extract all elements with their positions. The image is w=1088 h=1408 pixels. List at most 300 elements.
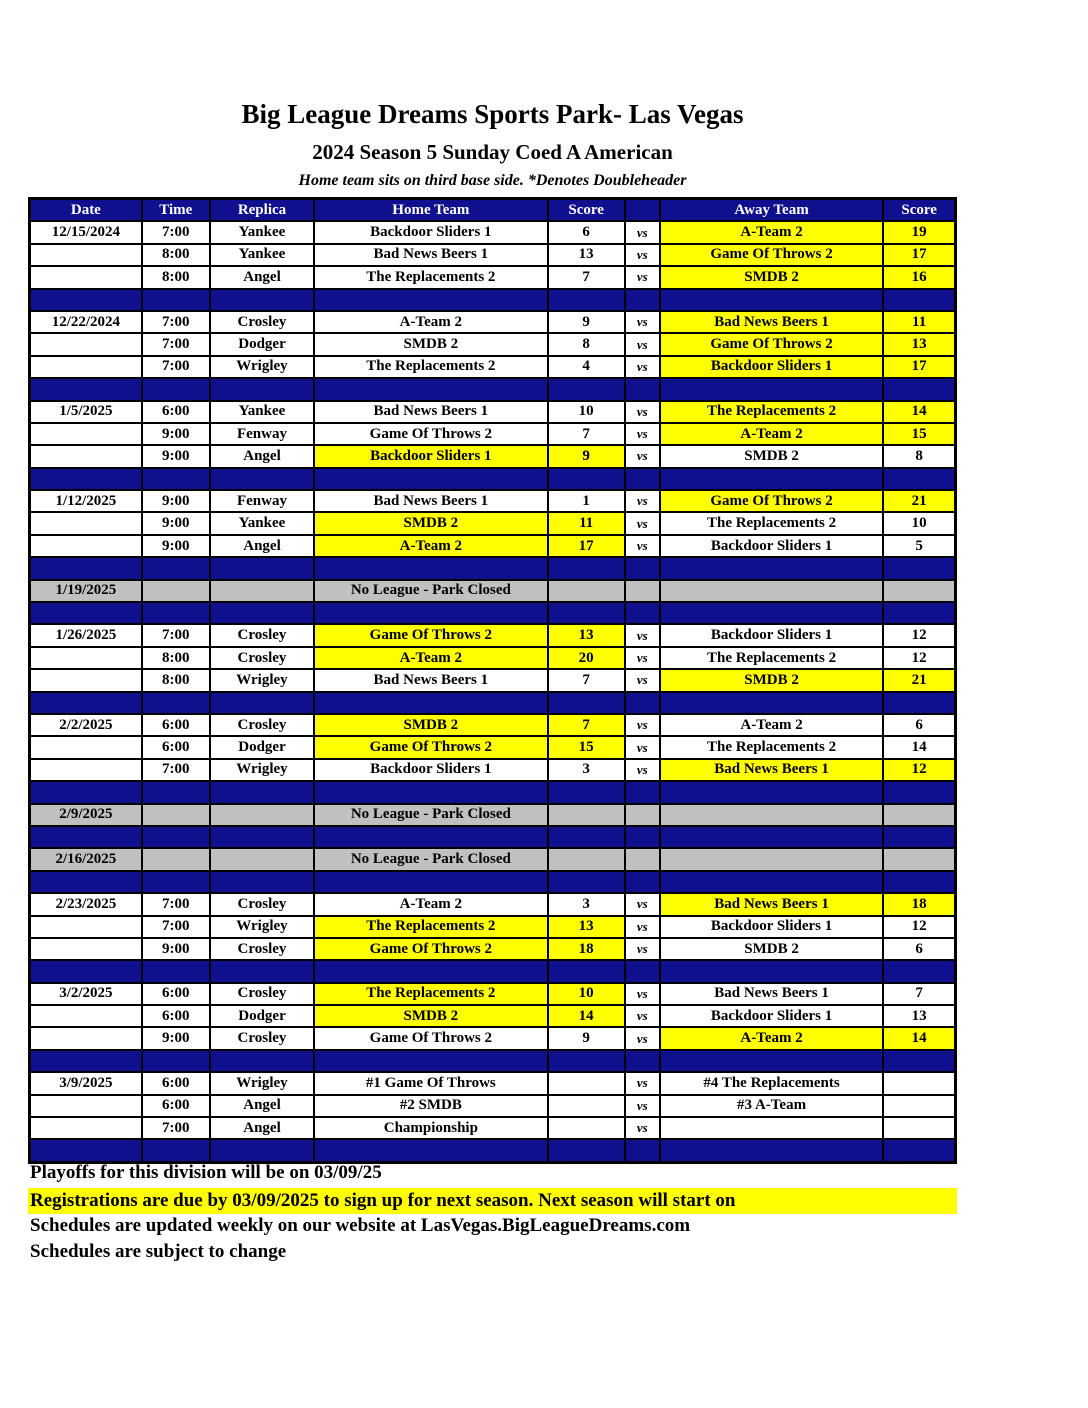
away-team-cell — [660, 1117, 883, 1139]
away-score-cell: 10 — [883, 512, 955, 534]
home-score-cell — [548, 378, 625, 400]
away-score-cell: 13 — [883, 1005, 955, 1027]
away-score-cell: 8 — [883, 445, 955, 467]
subject-to-change-note: Schedules are subject to change — [30, 1241, 287, 1262]
vs-cell: vs — [625, 244, 660, 266]
away-team-cell: Game Of Throws 2 — [660, 333, 883, 355]
vs-cell: vs — [625, 647, 660, 669]
time-cell: 9:00 — [142, 535, 210, 557]
replica-cell: Yankee — [210, 221, 314, 243]
away-team-cell: Bad News Beers 1 — [660, 759, 883, 781]
away-score-cell: 7 — [883, 983, 955, 1005]
game-row — [30, 624, 956, 646]
replica-cell — [210, 1050, 314, 1072]
vs-cell: vs — [625, 938, 660, 960]
time-cell: 7:00 — [142, 624, 210, 646]
game-row — [30, 1117, 956, 1139]
away-team-cell: The Replacements 2 — [660, 647, 883, 669]
vs-cell: vs — [625, 714, 660, 736]
home-score-cell: 10 — [548, 401, 625, 423]
time-cell: 7:00 — [142, 916, 210, 938]
away-team-cell — [660, 960, 883, 982]
home-team-cell: SMDB 2 — [314, 512, 548, 534]
vs-cell: vs — [625, 490, 660, 512]
away-score-cell: 18 — [883, 893, 955, 915]
home-team-cell: SMDB 2 — [314, 1005, 548, 1027]
away-score-cell: 21 — [883, 490, 955, 512]
date-cell — [30, 759, 142, 781]
away-team-cell: SMDB 2 — [660, 266, 883, 288]
replica-cell — [210, 781, 314, 803]
playoffs-note: Playoffs for this division will be on 03/09/25 — [30, 1162, 382, 1183]
replica-cell — [210, 871, 314, 893]
time-cell — [142, 557, 210, 579]
away-team-cell: #3 A-Team — [660, 1095, 883, 1117]
separator-row — [30, 378, 956, 400]
header-away-team: Away Team — [660, 199, 883, 222]
away-score-cell — [883, 871, 955, 893]
time-cell: 7:00 — [142, 333, 210, 355]
home-score-cell — [548, 781, 625, 803]
home-team-cell: The Replacements 2 — [314, 356, 548, 378]
home-score-cell: 7 — [548, 669, 625, 691]
vs-cell: vs — [625, 221, 660, 243]
away-score-cell: 14 — [883, 401, 955, 423]
date-cell — [30, 1139, 142, 1162]
season-subtitle: 2024 Season 5 Sunday Coed A American — [312, 140, 673, 164]
home-score-cell: 13 — [548, 244, 625, 266]
vs-cell: vs — [625, 1072, 660, 1094]
away-score-cell — [883, 289, 955, 311]
game-row — [30, 1027, 956, 1049]
home-score-cell: 9 — [548, 445, 625, 467]
away-team-cell: Backdoor Sliders 1 — [660, 1005, 883, 1027]
date-cell: 1/26/2025 — [30, 624, 142, 646]
home-score-cell — [548, 1117, 625, 1139]
separator-row — [30, 960, 956, 982]
away-team-cell — [660, 871, 883, 893]
replica-cell — [210, 378, 314, 400]
away-team-cell: SMDB 2 — [660, 445, 883, 467]
game-row — [30, 893, 956, 915]
replica-cell: Dodger — [210, 736, 314, 758]
vs-cell: vs — [625, 401, 660, 423]
time-cell: 7:00 — [142, 221, 210, 243]
replica-cell: Dodger — [210, 1005, 314, 1027]
game-row — [30, 244, 956, 266]
vs-cell: vs — [625, 1117, 660, 1139]
away-team-cell: Bad News Beers 1 — [660, 983, 883, 1005]
time-cell: 6:00 — [142, 1095, 210, 1117]
time-cell: 7:00 — [142, 356, 210, 378]
home-score-cell: 1 — [548, 490, 625, 512]
replica-cell: Angel — [210, 445, 314, 467]
date-cell: 2/23/2025 — [30, 893, 142, 915]
date-cell — [30, 602, 142, 624]
date-cell: 2/9/2025 — [30, 804, 142, 826]
replica-cell — [210, 804, 314, 826]
home-score-cell: 7 — [548, 714, 625, 736]
page-title: Big League Dreams Sports Park- Las Vegas — [241, 99, 744, 129]
home-team-cell — [314, 692, 548, 714]
time-cell: 6:00 — [142, 736, 210, 758]
replica-cell — [210, 557, 314, 579]
home-score-cell — [548, 557, 625, 579]
time-cell: 9:00 — [142, 1027, 210, 1049]
vs-cell: vs — [625, 893, 660, 915]
away-team-cell — [660, 602, 883, 624]
game-row — [30, 1095, 956, 1117]
vs-cell — [625, 804, 660, 826]
date-cell: 12/22/2024 — [30, 311, 142, 333]
home-team-cell — [314, 468, 548, 490]
vs-cell: vs — [625, 311, 660, 333]
date-cell: 3/9/2025 — [30, 1072, 142, 1094]
date-cell — [30, 535, 142, 557]
date-cell — [30, 1005, 142, 1027]
vs-cell — [625, 826, 660, 848]
date-cell — [30, 1027, 142, 1049]
replica-cell: Dodger — [210, 333, 314, 355]
vs-cell — [625, 1139, 660, 1162]
time-cell: 6:00 — [142, 1005, 210, 1027]
away-score-cell: 12 — [883, 916, 955, 938]
time-cell — [142, 289, 210, 311]
header-replica: Replica — [210, 199, 314, 222]
park-closed-row — [30, 804, 956, 826]
header-time: Time — [142, 199, 210, 222]
time-cell: 6:00 — [142, 983, 210, 1005]
home-score-cell — [548, 1139, 625, 1162]
date-cell — [30, 871, 142, 893]
away-score-cell — [883, 580, 955, 602]
away-score-cell — [883, 378, 955, 400]
date-cell — [30, 356, 142, 378]
time-cell — [142, 781, 210, 803]
home-team-cell — [314, 602, 548, 624]
away-team-cell: A-Team 2 — [660, 714, 883, 736]
time-cell: 8:00 — [142, 669, 210, 691]
away-team-cell: SMDB 2 — [660, 938, 883, 960]
away-score-cell — [883, 1050, 955, 1072]
date-cell — [30, 289, 142, 311]
vs-cell: vs — [625, 1095, 660, 1117]
date-cell — [30, 512, 142, 534]
away-team-cell — [660, 580, 883, 602]
home-score-cell: 13 — [548, 624, 625, 646]
game-row — [30, 1005, 956, 1027]
away-team-cell: The Replacements 2 — [660, 401, 883, 423]
header-home-team: Home Team — [314, 199, 548, 222]
home-team-cell: Backdoor Sliders 1 — [314, 445, 548, 467]
replica-cell: Yankee — [210, 401, 314, 423]
home-team-cell — [314, 781, 548, 803]
schedule-table — [28, 197, 957, 1164]
game-row — [30, 535, 956, 557]
home-team-cell — [314, 1050, 548, 1072]
time-cell: 7:00 — [142, 311, 210, 333]
separator-row — [30, 468, 956, 490]
away-score-cell: 6 — [883, 714, 955, 736]
website-note: Schedules are updated weekly on our website at LasVegas.BigLeagueDreams.com — [30, 1215, 691, 1236]
replica-cell: Crosley — [210, 893, 314, 915]
date-cell — [30, 692, 142, 714]
time-cell — [142, 1050, 210, 1072]
game-row — [30, 938, 956, 960]
vs-cell — [625, 602, 660, 624]
away-score-cell — [883, 781, 955, 803]
separator-row — [30, 826, 956, 848]
home-score-cell: 18 — [548, 938, 625, 960]
home-score-cell: 9 — [548, 1027, 625, 1049]
home-team-cell: Bad News Beers 1 — [314, 401, 548, 423]
time-cell: 8:00 — [142, 266, 210, 288]
replica-cell — [210, 580, 314, 602]
home-score-cell — [548, 826, 625, 848]
game-row — [30, 1072, 956, 1094]
replica-cell: Fenway — [210, 490, 314, 512]
vs-cell: vs — [625, 736, 660, 758]
replica-cell — [210, 692, 314, 714]
replica-cell: Crosley — [210, 714, 314, 736]
home-score-cell: 14 — [548, 1005, 625, 1027]
home-team-cell: Bad News Beers 1 — [314, 244, 548, 266]
date-cell — [30, 1095, 142, 1117]
home-score-cell — [548, 804, 625, 826]
date-cell — [30, 266, 142, 288]
replica-cell: Crosley — [210, 311, 314, 333]
away-score-cell — [883, 848, 955, 870]
home-team-cell — [314, 557, 548, 579]
home-team-cell — [314, 289, 548, 311]
home-score-cell — [548, 580, 625, 602]
away-team-cell — [660, 804, 883, 826]
time-cell: 9:00 — [142, 512, 210, 534]
vs-cell: vs — [625, 535, 660, 557]
home-score-cell: 7 — [548, 266, 625, 288]
home-score-cell — [548, 871, 625, 893]
vs-cell: vs — [625, 669, 660, 691]
home-score-cell — [548, 1072, 625, 1094]
away-score-cell: 5 — [883, 535, 955, 557]
away-score-cell — [883, 1117, 955, 1139]
time-cell: 9:00 — [142, 938, 210, 960]
home-score-cell: 7 — [548, 423, 625, 445]
home-team-cell: Bad News Beers 1 — [314, 669, 548, 691]
away-score-cell — [883, 557, 955, 579]
game-row — [30, 490, 956, 512]
away-score-cell — [883, 468, 955, 490]
home-team-cell — [314, 871, 548, 893]
replica-cell: Wrigley — [210, 356, 314, 378]
park-closed-row — [30, 580, 956, 602]
away-team-cell — [660, 1139, 883, 1162]
time-cell: 7:00 — [142, 759, 210, 781]
date-cell — [30, 468, 142, 490]
date-cell: 2/16/2025 — [30, 848, 142, 870]
home-team-cell — [314, 378, 548, 400]
away-team-cell: A-Team 2 — [660, 1027, 883, 1049]
home-team-cell: Game Of Throws 2 — [314, 624, 548, 646]
vs-cell: vs — [625, 759, 660, 781]
away-score-cell: 16 — [883, 266, 955, 288]
replica-cell — [210, 1139, 314, 1162]
game-row — [30, 512, 956, 534]
date-cell — [30, 1117, 142, 1139]
away-score-cell — [883, 1095, 955, 1117]
home-score-cell — [548, 289, 625, 311]
home-score-cell: 4 — [548, 356, 625, 378]
time-cell — [142, 826, 210, 848]
away-score-cell — [883, 1139, 955, 1162]
date-cell — [30, 333, 142, 355]
home-score-cell: 3 — [548, 759, 625, 781]
home-team-cell — [314, 960, 548, 982]
vs-cell: vs — [625, 266, 660, 288]
away-team-cell — [660, 848, 883, 870]
replica-cell — [210, 602, 314, 624]
away-score-cell: 13 — [883, 333, 955, 355]
home-score-cell — [548, 692, 625, 714]
home-score-cell: 20 — [548, 647, 625, 669]
game-row — [30, 916, 956, 938]
replica-cell: Crosley — [210, 938, 314, 960]
replica-cell: Fenway — [210, 423, 314, 445]
header-away-score: Score — [883, 199, 955, 222]
replica-cell: Angel — [210, 266, 314, 288]
away-team-cell: Game Of Throws 2 — [660, 244, 883, 266]
date-cell — [30, 1050, 142, 1072]
home-team-cell: Game Of Throws 2 — [314, 1027, 548, 1049]
home-score-cell — [548, 960, 625, 982]
vs-cell — [625, 960, 660, 982]
game-row — [30, 445, 956, 467]
replica-cell: Yankee — [210, 512, 314, 534]
away-team-cell: Backdoor Sliders 1 — [660, 356, 883, 378]
game-row — [30, 714, 956, 736]
time-cell: 6:00 — [142, 401, 210, 423]
replica-cell: Crosley — [210, 1027, 314, 1049]
date-cell — [30, 781, 142, 803]
time-cell — [142, 378, 210, 400]
away-score-cell — [883, 692, 955, 714]
park-closed-row — [30, 848, 956, 870]
vs-cell: vs — [625, 1027, 660, 1049]
away-score-cell: 14 — [883, 736, 955, 758]
separator-row — [30, 871, 956, 893]
home-team-cell: A-Team 2 — [314, 647, 548, 669]
vs-cell — [625, 289, 660, 311]
separator-row — [30, 602, 956, 624]
vs-cell — [625, 871, 660, 893]
time-cell — [142, 848, 210, 870]
separator-row — [30, 692, 956, 714]
separator-row — [30, 289, 956, 311]
home-team-cell: The Replacements 2 — [314, 983, 548, 1005]
away-score-cell: 19 — [883, 221, 955, 243]
home-team-cell: A-Team 2 — [314, 535, 548, 557]
replica-cell: Wrigley — [210, 916, 314, 938]
away-score-cell — [883, 602, 955, 624]
game-row — [30, 736, 956, 758]
replica-cell — [210, 848, 314, 870]
schedule-body — [30, 221, 956, 1162]
home-team-cell: Backdoor Sliders 1 — [314, 759, 548, 781]
game-row — [30, 311, 956, 333]
home-team-cell: A-Team 2 — [314, 893, 548, 915]
vs-cell — [625, 692, 660, 714]
game-row — [30, 759, 956, 781]
home-score-cell — [548, 468, 625, 490]
away-team-cell: Backdoor Sliders 1 — [660, 624, 883, 646]
time-cell: 9:00 — [142, 445, 210, 467]
time-cell: 6:00 — [142, 714, 210, 736]
time-cell: 9:00 — [142, 423, 210, 445]
time-cell: 8:00 — [142, 244, 210, 266]
away-score-cell: 12 — [883, 759, 955, 781]
replica-cell: Angel — [210, 535, 314, 557]
vs-cell: vs — [625, 356, 660, 378]
away-score-cell: 15 — [883, 423, 955, 445]
vs-cell: vs — [625, 445, 660, 467]
home-score-cell — [548, 1095, 625, 1117]
away-team-cell: #4 The Replacements — [660, 1072, 883, 1094]
replica-cell — [210, 468, 314, 490]
separator-row — [30, 1139, 956, 1162]
home-team-cell: Game Of Throws 2 — [314, 423, 548, 445]
home-team-cell: No League - Park Closed — [314, 580, 548, 602]
home-score-cell — [548, 848, 625, 870]
game-row — [30, 221, 956, 243]
home-team-cell — [314, 826, 548, 848]
home-team-cell: SMDB 2 — [314, 714, 548, 736]
vs-cell: vs — [625, 624, 660, 646]
home-team-cell: Bad News Beers 1 — [314, 490, 548, 512]
separator-row — [30, 1050, 956, 1072]
away-team-cell: Bad News Beers 1 — [660, 311, 883, 333]
replica-cell: Angel — [210, 1117, 314, 1139]
date-cell — [30, 378, 142, 400]
date-cell — [30, 736, 142, 758]
replica-cell: Wrigley — [210, 669, 314, 691]
replica-cell — [210, 960, 314, 982]
home-team-cell: SMDB 2 — [314, 333, 548, 355]
away-score-cell: 17 — [883, 356, 955, 378]
time-cell: 7:00 — [142, 893, 210, 915]
vs-cell: vs — [625, 1005, 660, 1027]
date-cell — [30, 244, 142, 266]
vs-cell — [625, 781, 660, 803]
vs-cell — [625, 378, 660, 400]
game-row — [30, 669, 956, 691]
date-cell — [30, 423, 142, 445]
home-score-cell: 17 — [548, 535, 625, 557]
away-team-cell — [660, 557, 883, 579]
header-date: Date — [30, 199, 142, 222]
away-score-cell: 21 — [883, 669, 955, 691]
home-score-cell — [548, 602, 625, 624]
time-cell: 9:00 — [142, 490, 210, 512]
home-score-cell: 15 — [548, 736, 625, 758]
home-team-cell: The Replacements 2 — [314, 916, 548, 938]
home-team-cell: A-Team 2 — [314, 311, 548, 333]
vs-cell: vs — [625, 333, 660, 355]
time-cell — [142, 468, 210, 490]
away-team-cell — [660, 692, 883, 714]
away-score-cell — [883, 804, 955, 826]
game-row — [30, 266, 956, 288]
date-cell: 1/12/2025 — [30, 490, 142, 512]
